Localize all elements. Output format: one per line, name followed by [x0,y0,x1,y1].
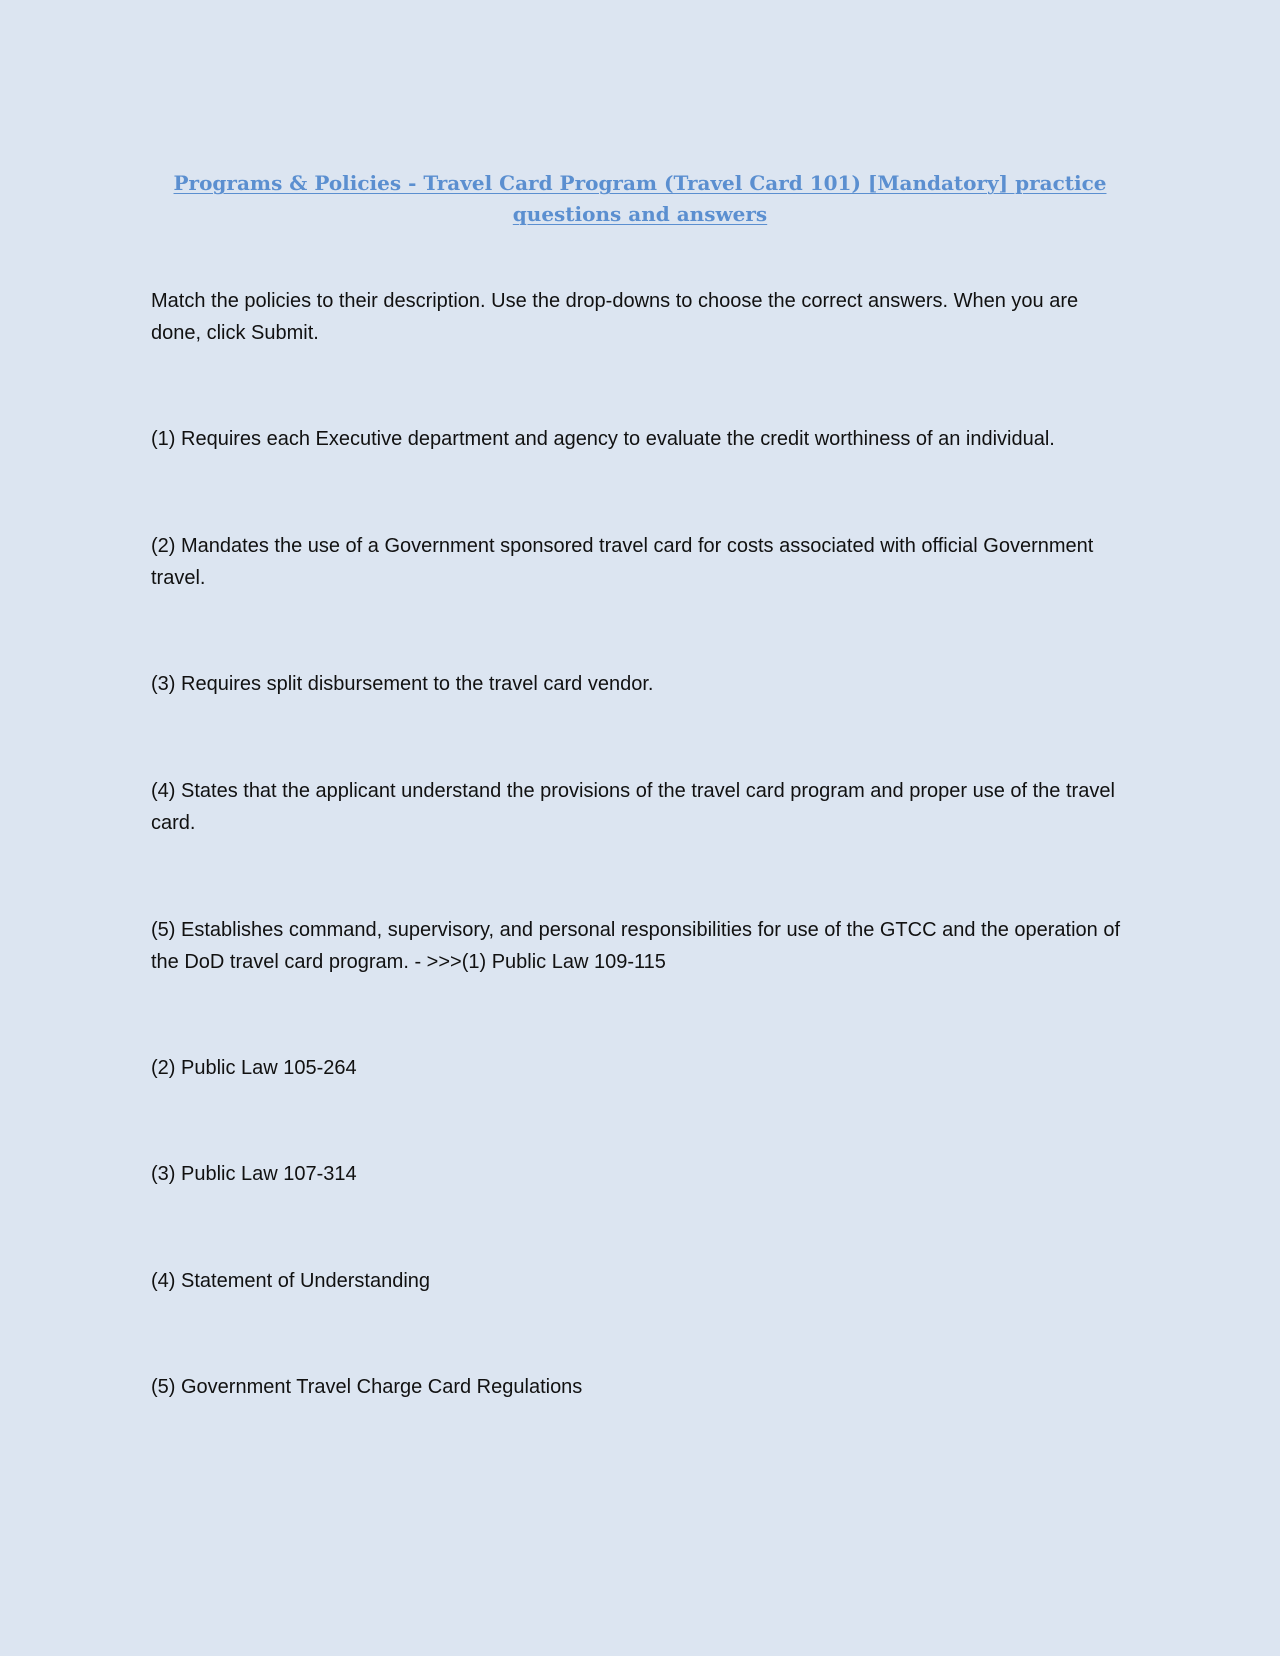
question-5: (5) Establishes command, supervisory, and personal responsibilities for use of the GTCC and the operation of the DoD travel card program. - >>>(1) Public Law 109-115 [151,919,1121,973]
question-2: (2) Mandates the use of a Government sponsored travel card for costs associated with official Government travel. [151,535,1094,589]
question-3: (3) Requires split disbursement to the travel card vendor. [151,673,654,695]
answer-2: (2) Public Law 105-264 [151,1057,357,1079]
question-4: (4) States that the applicant understand the provisions of the travel card program and proper use of the travel card. [151,780,1115,834]
question-1: (1) Requires each Executive department and agency to evaluate the credit worthiness of an individual. [151,428,1055,450]
answer-4: (4) Statement of Understanding [151,1270,431,1292]
document-title[interactable]: Programs & Policies - Travel Card Program (Travel Card 101) [Mandatory] practice questions and answers [173,171,1107,226]
answer-5: (5) Government Travel Charge Card Regulations [151,1376,583,1398]
answer-3: (3) Public Law 107-314 [151,1163,357,1185]
instructions-paragraph: Match the policies to their description. Use the drop-downs to choose the correct answers. When you are done, click Submit. [151,290,1079,344]
